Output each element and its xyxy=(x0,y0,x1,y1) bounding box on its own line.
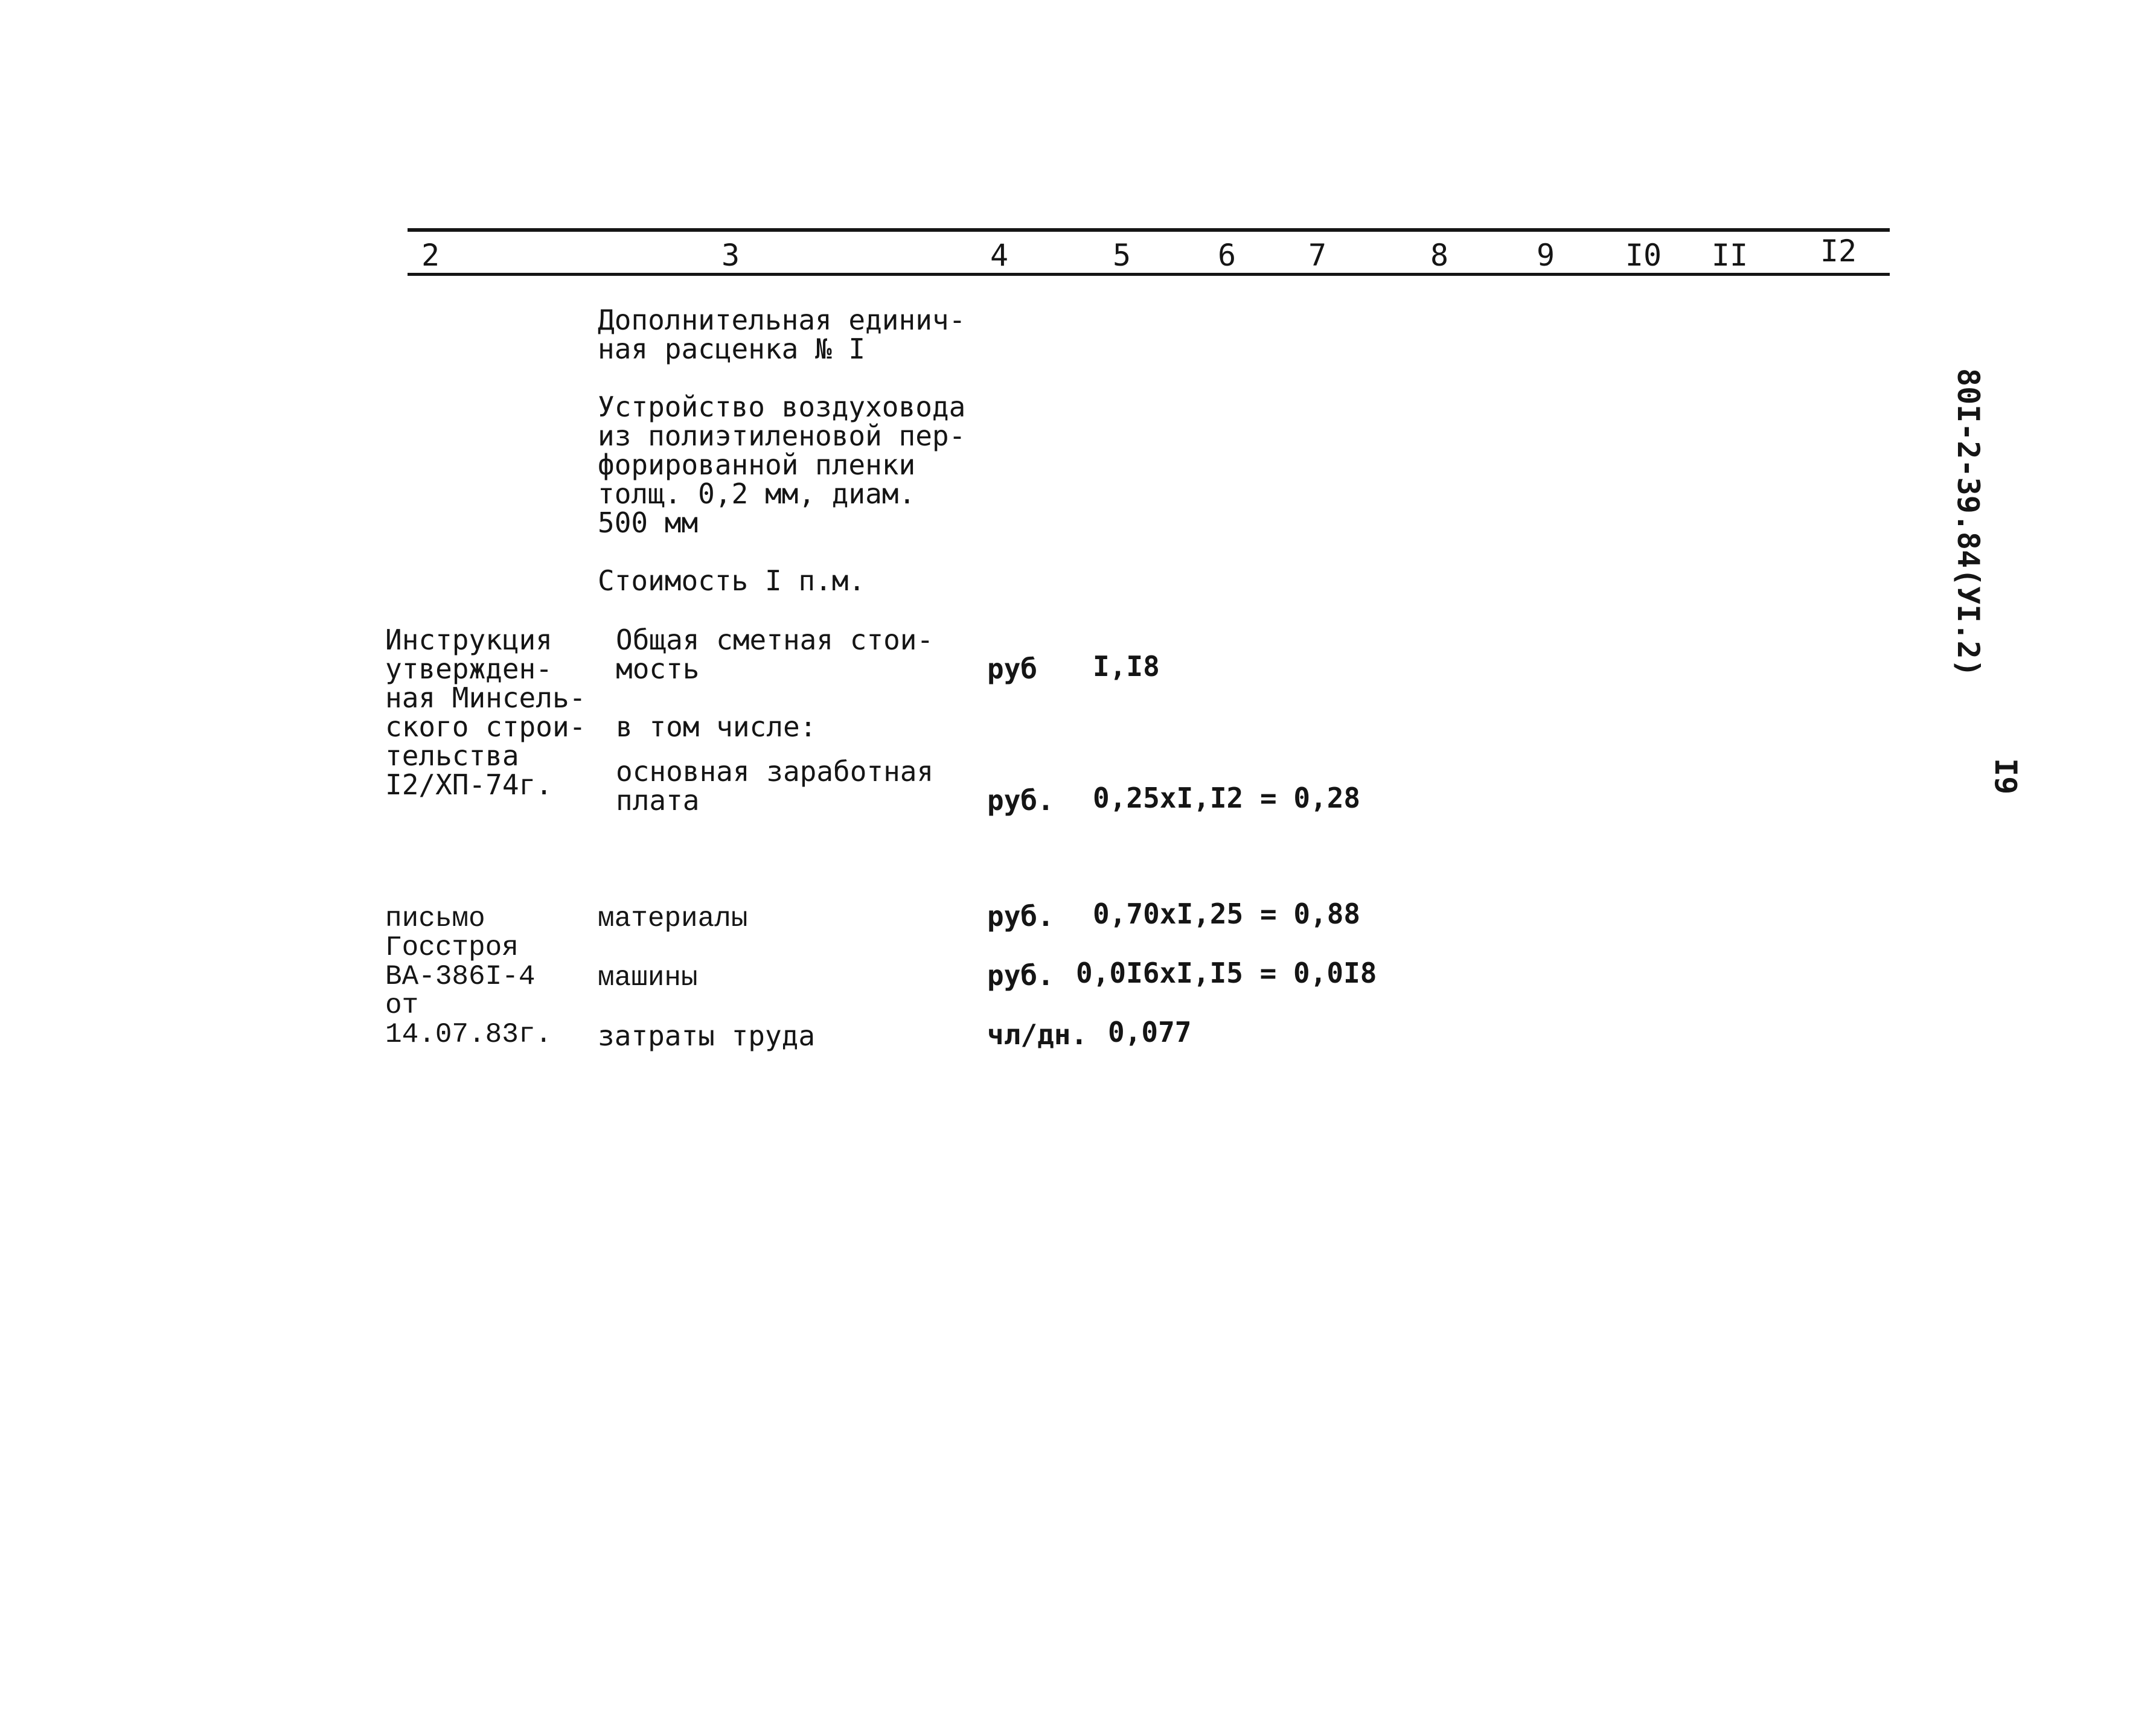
instruction-line-3: ная Минсель- xyxy=(385,681,586,714)
instruction-line-4: ского строи- xyxy=(385,710,586,743)
base-wage-line-2: плата xyxy=(616,784,700,817)
value-machines: 0,0I6xI,I5 = 0,0I8 xyxy=(1076,957,1377,989)
column-number-10: I0 xyxy=(1625,238,1662,273)
column-number-7: 7 xyxy=(1308,238,1327,273)
document-code: 80I-2-39.84(УI.2) xyxy=(1951,368,1986,677)
letter-line-2: Госстроя xyxy=(385,932,519,963)
unit-labor: чл/дн. xyxy=(987,1018,1088,1051)
table-header-top-rule xyxy=(408,228,1890,232)
letter-line-5: 14.07.83г. xyxy=(385,1019,552,1050)
labor-label: затраты труда xyxy=(598,1019,816,1052)
total-cost-line-1: Общая сметная стои- xyxy=(616,624,934,656)
letter-line-3: ВА-386I-4 xyxy=(385,961,536,992)
including-label: в том числе: xyxy=(616,710,817,743)
value-total-cost: I,I8 xyxy=(1093,650,1160,683)
rate-title-line-1: Дополнительная единич- xyxy=(598,304,966,336)
value-materials: 0,70xI,25 = 0,88 xyxy=(1093,898,1361,930)
base-wage-line-1: основная заработная xyxy=(616,755,934,788)
column-number-5: 5 xyxy=(1112,238,1131,273)
machines-label: машины xyxy=(598,962,698,994)
materials-label: материалы xyxy=(598,903,748,934)
page-number: I9 xyxy=(1988,758,2023,795)
table-header-bottom-rule xyxy=(408,273,1890,276)
column-number-3: 3 xyxy=(721,238,740,273)
instruction-line-5: тельства xyxy=(385,739,519,772)
column-number-8: 8 xyxy=(1430,238,1449,273)
description-line-5: 500 мм xyxy=(598,506,699,539)
description-line-1: Устройство воздуховода xyxy=(598,391,966,423)
value-base-wage: 0,25xI,I2 = 0,28 xyxy=(1093,782,1361,814)
column-number-6: 6 xyxy=(1217,238,1236,273)
unit-base-wage: руб. xyxy=(987,784,1054,817)
unit-total-cost: руб xyxy=(987,652,1038,685)
rate-title-line-2: ная расценка № I xyxy=(598,333,866,365)
instruction-line-6: I2/XП-74г. xyxy=(385,768,552,801)
column-number-9: 9 xyxy=(1536,238,1555,273)
description-line-3: форированной пленки xyxy=(598,448,916,481)
description-line-4: толщ. 0,2 мм, диам. xyxy=(598,477,916,510)
letter-line-4: от xyxy=(385,990,419,1021)
unit-materials: руб. xyxy=(987,900,1054,933)
instruction-line-1: Инструкция xyxy=(385,624,552,656)
column-number-4: 4 xyxy=(990,238,1009,273)
value-labor: 0,077 xyxy=(1108,1016,1192,1048)
instruction-line-2: утвержден- xyxy=(385,652,552,685)
column-number-12: I2 xyxy=(1820,234,1857,269)
column-number-11: II xyxy=(1711,238,1748,273)
letter-line-1: письмо xyxy=(385,903,485,934)
total-cost-line-2: мость xyxy=(616,652,700,685)
cost-label: Стоимость I п.м. xyxy=(598,564,866,597)
unit-machines: руб. xyxy=(987,959,1054,992)
description-line-2: из полиэтиленовой пер- xyxy=(598,419,966,452)
column-number-2: 2 xyxy=(421,238,440,273)
